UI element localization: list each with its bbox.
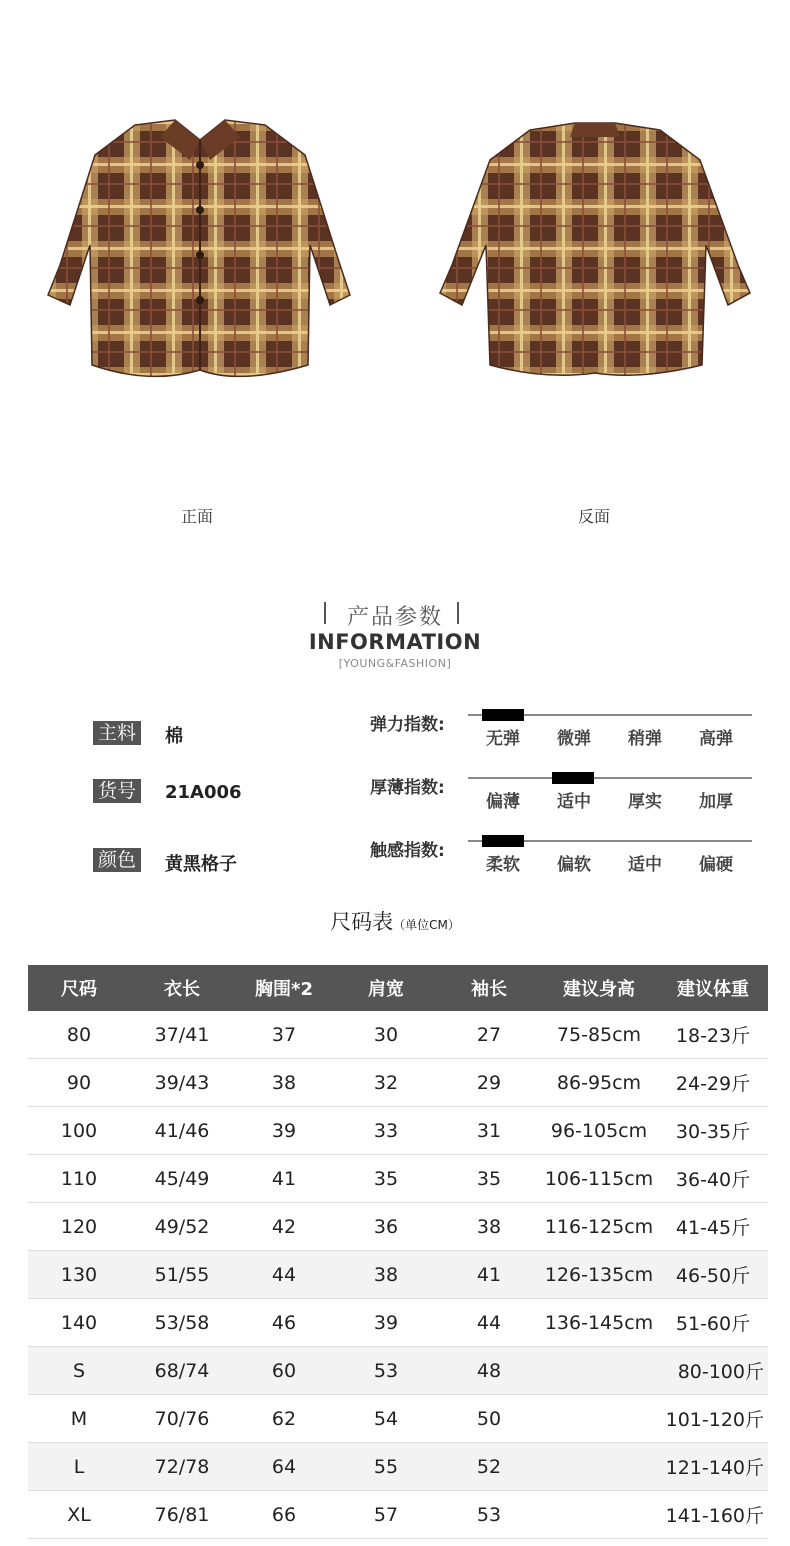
table-cell: 37/41 (130, 1011, 234, 1059)
table-cell: 51-60斤 (658, 1299, 768, 1347)
back-caption: 反面 (578, 507, 611, 526)
index-option: 偏硬 (699, 855, 733, 875)
section-title-cn: 产品参数 (346, 605, 443, 630)
table-cell (540, 1443, 658, 1491)
table-cell: 41 (438, 1251, 540, 1299)
table-cell: 27 (438, 1011, 540, 1059)
table-cell: 48 (438, 1347, 540, 1395)
table-cell: 38 (334, 1251, 438, 1299)
table-cell: 116-125cm (540, 1203, 658, 1251)
table-cell: 24-29斤 (658, 1059, 768, 1107)
table-cell: 60 (234, 1347, 334, 1395)
table-cell: 44 (438, 1299, 540, 1347)
table-cell: 30-35斤 (658, 1107, 768, 1155)
table-cell: 141-160斤 (658, 1491, 768, 1539)
table-row (28, 1491, 768, 1539)
table-row (28, 1395, 768, 1443)
section-title-en: INFORMATION (308, 630, 482, 654)
index-title-touch: 触感指数: (370, 841, 445, 861)
spec-label-material: 主料 (93, 721, 141, 745)
index-option: 稍弹 (628, 729, 662, 749)
table-cell: 55 (334, 1443, 438, 1491)
index-option: 厚实 (628, 792, 662, 812)
table-cell: 86-95cm (540, 1059, 658, 1107)
spec-label-sku: 货号 (93, 779, 141, 803)
table-cell: 96-105cm (540, 1107, 658, 1155)
spec-value-material: 棉 (165, 726, 183, 747)
table-cell: 37 (234, 1011, 334, 1059)
table-cell: 39 (334, 1299, 438, 1347)
col-header: 尺码 (28, 965, 130, 1011)
table-cell: 41/46 (130, 1107, 234, 1155)
table-cell: 54 (334, 1395, 438, 1443)
col-header: 建议体重 (658, 965, 768, 1011)
size-chart-title-text: 尺码表 (330, 910, 394, 934)
index-option: 微弹 (557, 729, 591, 749)
table-cell: 106-115cm (540, 1155, 658, 1203)
table-cell: 31 (438, 1107, 540, 1155)
table-row (28, 1059, 768, 1107)
index-option: 加厚 (699, 792, 733, 812)
table-cell: 38 (234, 1059, 334, 1107)
table-cell: 41 (234, 1155, 334, 1203)
table-cell: 29 (438, 1059, 540, 1107)
index-marker-elasticity (482, 709, 524, 721)
index-title-elasticity: 弹力指数: (370, 715, 445, 735)
table-cell: 50 (438, 1395, 540, 1443)
table-cell: 51/55 (130, 1251, 234, 1299)
table-cell: 38 (438, 1203, 540, 1251)
spec-label-color: 颜色 (93, 848, 141, 872)
index-option: 适中 (628, 855, 662, 875)
table-cell: 70/76 (130, 1395, 234, 1443)
spec-value-color: 黄黑格子 (165, 854, 237, 875)
section-subtitle: [YOUNG&FASHION] (338, 657, 452, 670)
table-cell: 57 (334, 1491, 438, 1539)
table-cell: 41-45斤 (658, 1203, 768, 1251)
table-cell: 62 (234, 1395, 334, 1443)
table-cell: 121-140斤 (658, 1443, 768, 1491)
table-cell: 80-100斤 (658, 1347, 768, 1395)
col-header: 袖长 (438, 965, 540, 1011)
table-row (28, 1251, 768, 1299)
table-cell: 101-120斤 (658, 1395, 768, 1443)
index-option: 高弹 (699, 729, 733, 749)
index-option: 偏薄 (486, 792, 520, 812)
table-cell: 66 (234, 1491, 334, 1539)
table-row (28, 1011, 768, 1059)
table-cell: M (28, 1395, 130, 1443)
table-cell: 130 (28, 1251, 130, 1299)
table-cell: 76/81 (130, 1491, 234, 1539)
table-cell (540, 1395, 658, 1443)
table-cell: 35 (438, 1155, 540, 1203)
size-chart-title (0, 906, 790, 936)
table-row (28, 1155, 768, 1203)
table-cell: 100 (28, 1107, 130, 1155)
table-cell: 18-23斤 (658, 1011, 768, 1059)
table-cell: S (28, 1347, 130, 1395)
size-table-header (28, 965, 768, 1011)
table-cell: 90 (28, 1059, 130, 1107)
table-cell: 64 (234, 1443, 334, 1491)
index-option: 柔软 (486, 855, 520, 875)
table-cell (540, 1347, 658, 1395)
table-row (28, 1443, 768, 1491)
table-cell: 140 (28, 1299, 130, 1347)
table-cell: 72/78 (130, 1443, 234, 1491)
table-cell: 136-145cm (540, 1299, 658, 1347)
table-cell: 30 (334, 1011, 438, 1059)
table-cell: 39 (234, 1107, 334, 1155)
table-cell: 33 (334, 1107, 438, 1155)
front-caption: 正面 (181, 507, 214, 526)
table-cell: 53 (334, 1347, 438, 1395)
size-table (28, 965, 768, 1539)
table-cell: 39/43 (130, 1059, 234, 1107)
index-title-thickness: 厚薄指数: (370, 778, 445, 798)
table-cell: 44 (234, 1251, 334, 1299)
table-cell: 110 (28, 1155, 130, 1203)
table-cell: 35 (334, 1155, 438, 1203)
table-cell: 42 (234, 1203, 334, 1251)
table-cell: 126-135cm (540, 1251, 658, 1299)
index-marker-thickness (552, 772, 594, 784)
col-header: 建议身高 (540, 965, 658, 1011)
index-marker-touch (482, 835, 524, 847)
table-cell: 45/49 (130, 1155, 234, 1203)
table-row (28, 1203, 768, 1251)
shirt-front-image (40, 115, 360, 385)
table-cell: 49/52 (130, 1203, 234, 1251)
table-cell: 68/74 (130, 1347, 234, 1395)
table-cell: 32 (334, 1059, 438, 1107)
index-option: 无弹 (486, 729, 520, 749)
table-cell: 53 (438, 1491, 540, 1539)
size-chart-unit: （单位CM） (393, 918, 460, 932)
spec-value-sku: 21A006 (165, 782, 242, 803)
index-option: 偏软 (557, 855, 591, 875)
col-header: 肩宽 (334, 965, 438, 1011)
col-header: 衣长 (130, 965, 234, 1011)
table-cell: 120 (28, 1203, 130, 1251)
table-row (28, 1107, 768, 1155)
table-cell: 46-50斤 (658, 1251, 768, 1299)
col-header: 胸围*2 (234, 965, 334, 1011)
table-cell: L (28, 1443, 130, 1491)
table-row (28, 1299, 768, 1347)
table-cell: 46 (234, 1299, 334, 1347)
table-row (28, 1347, 768, 1395)
table-cell: 36 (334, 1203, 438, 1251)
table-cell: 53/58 (130, 1299, 234, 1347)
table-cell: XL (28, 1491, 130, 1539)
table-cell (540, 1491, 658, 1539)
table-cell: 52 (438, 1443, 540, 1491)
index-option: 适中 (557, 792, 591, 812)
table-cell: 36-40斤 (658, 1155, 768, 1203)
table-cell: 75-85cm (540, 1011, 658, 1059)
shirt-back-image (430, 115, 760, 385)
table-cell: 80 (28, 1011, 130, 1059)
index-line-thickness (468, 777, 752, 779)
